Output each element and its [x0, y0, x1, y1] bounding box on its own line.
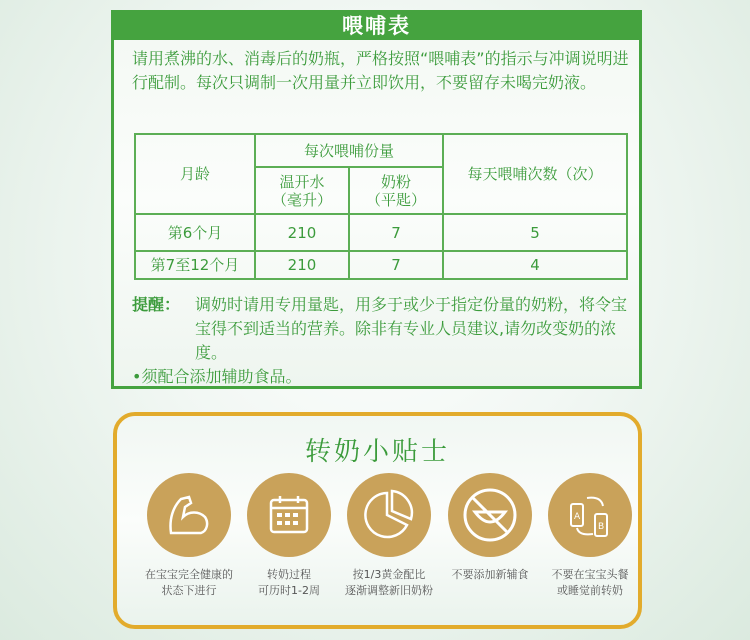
reminder-label: 提醒：: [132, 295, 181, 314]
feeding-table: [134, 133, 628, 280]
tip-item: A B 不要在宝宝头餐 或睡觉前转奶: [535, 473, 645, 599]
reminder-note: •须配合添加辅助食品。: [132, 367, 302, 386]
header-water: 温开水 （毫升）: [255, 167, 349, 214]
tips-panel: [113, 412, 642, 629]
muscle-arm-icon: [147, 473, 231, 557]
table-row: 第6个月 210 7 5: [135, 214, 627, 251]
panel-title: 喂哺表: [114, 13, 639, 40]
bottle-swap-icon: [548, 473, 632, 557]
table-row: 第7至12个月 210 7 4: [135, 251, 627, 279]
tip-item: 在宝宝完全健康的 状态下进行: [134, 473, 244, 599]
tip-item: 不要添加新辅食: [435, 473, 545, 583]
header-group: 每次喂哺份量: [255, 134, 443, 167]
no-food-icon: [448, 473, 532, 557]
header-times: 每天喂哺次数（次）: [443, 134, 627, 214]
svg-text:B: B: [598, 522, 605, 532]
reminder-text: 调奶时请用专用量匙，用多于或少于指定份量的奶粉，将令宝宝得不到适当的营养。除非有专业人员建议,请勿改变奶的浓度。: [195, 295, 628, 362]
reminder: [132, 293, 632, 389]
header-age: 月龄: [135, 134, 255, 214]
tips-title: 转奶小贴士: [304, 437, 450, 467]
pie-chart-icon: [347, 473, 431, 557]
tip-item: 转奶过程 可历时1-2周: [234, 473, 344, 599]
feeding-table-panel: [111, 10, 642, 389]
tip-item: 按1/3黄金配比 逐渐调整新旧奶粉: [334, 473, 444, 599]
svg-text:A: A: [574, 512, 581, 522]
header-powder: 奶粉 （平匙）: [349, 167, 443, 214]
calendar-icon: [247, 473, 331, 557]
intro-text: 请用煮沸的水、消毒后的奶瓶，严格按照“喂哺表”的指示与冲调说明进行配制。每次只调制一次用量并立即饮用，不要留存未喝完奶液。: [132, 49, 629, 92]
